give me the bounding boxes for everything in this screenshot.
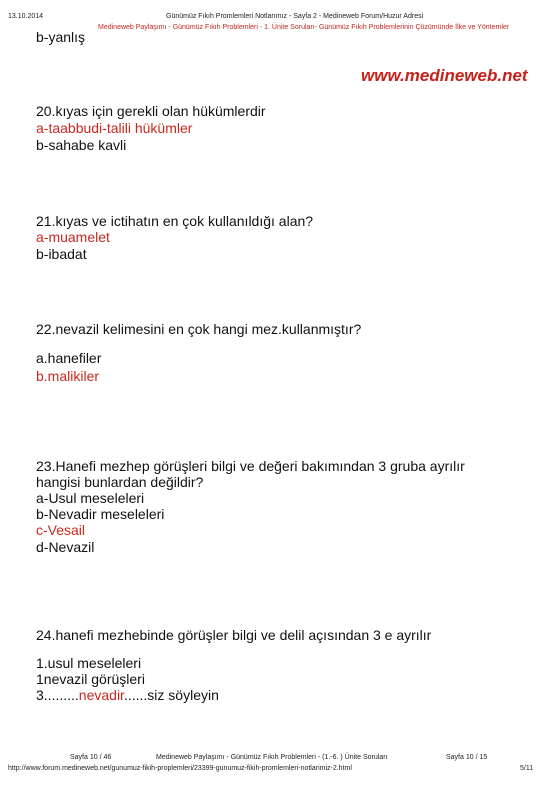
- q24-question: 24.hanefi mezhebinde görüşler bilgi ve delil açısından 3 e ayrılır: [36, 627, 432, 643]
- q21-answer-a: a-muamelet: [36, 229, 110, 245]
- q24-line3-suffix: ......siz söyleyin: [123, 687, 219, 703]
- q22-answer-a: a.hanefiler: [36, 350, 102, 366]
- q24-line3-prefix: 3.........: [36, 687, 79, 703]
- header-title: Günümüz Fıkıh Promlemleri Notlarımız - Sayfa 2 - Medineweb Forum/Huzur Adresi: [166, 13, 424, 20]
- q23-answer-c: c-Vesail: [36, 522, 86, 538]
- q22-question: 22.nevazil kelimesini en çok hangi mez.kullanmıştır?: [36, 321, 362, 337]
- footer-page-left: Sayfa 10 / 46: [70, 754, 112, 761]
- q20-answer-b: b-sahabe kavli: [36, 137, 127, 153]
- q22-answer-b: b.malikiler: [36, 368, 100, 384]
- q23-answer-b: b-Nevadir meseleleri: [36, 506, 165, 522]
- footer-page-count: 5/11: [520, 765, 534, 772]
- q20-answer-a: a-taabbudi-talili hükümler: [36, 120, 193, 136]
- footer-center: Medineweb Paylaşımı - Günümüz Fıkıh Problemleri - (1.-6. ) Ünite Soruları: [156, 754, 388, 761]
- q21-question: 21.kıyas ve ictihatın en çok kullanıldığı alan?: [36, 213, 314, 229]
- q23-answer-d: d-Nevazil: [36, 539, 95, 555]
- q24-line2: 1nevazil görüşleri: [36, 671, 145, 687]
- q21-answer-b: b-ibadat: [36, 246, 87, 262]
- brand-watermark: www.medineweb.net: [361, 66, 528, 85]
- q24-line3: [36, 687, 219, 704]
- footer-page-right: Sayfa 10 / 15: [446, 754, 488, 761]
- q23-question-line1: 23.Hanefi mezhep görüşleri bilgi ve değeri bakımından 3 gruba ayrılır: [36, 458, 465, 474]
- top-answer: b-yanlış: [36, 29, 86, 45]
- q24-line3-answer: nevadir: [78, 687, 124, 703]
- q23-question-line2: hangisi bunlardan değildir?: [36, 474, 204, 490]
- header-subtitle: Medineweb Paylaşımı - Günümüz Fıkıh Problemleri - 1. Ünite Soruları- Günümüz Fıkıh Problemlerinin Çözümünde İlke ve Yöntemler: [98, 24, 510, 31]
- q23-answer-a: a-Usul meseleleri: [36, 490, 145, 506]
- q20-question: 20.kıyas için gerekli olan hükümlerdir: [36, 103, 266, 119]
- q24-line1: 1.usul meseleleri: [36, 655, 142, 671]
- header-date: 13.10.2014: [8, 13, 44, 20]
- footer-url[interactable]: http://www.forum.medineweb.net/gunumuz-fikih-proplemleri/23399-gunumuz-fikih-promlemleri-notlarimiz-2.html: [8, 765, 352, 772]
